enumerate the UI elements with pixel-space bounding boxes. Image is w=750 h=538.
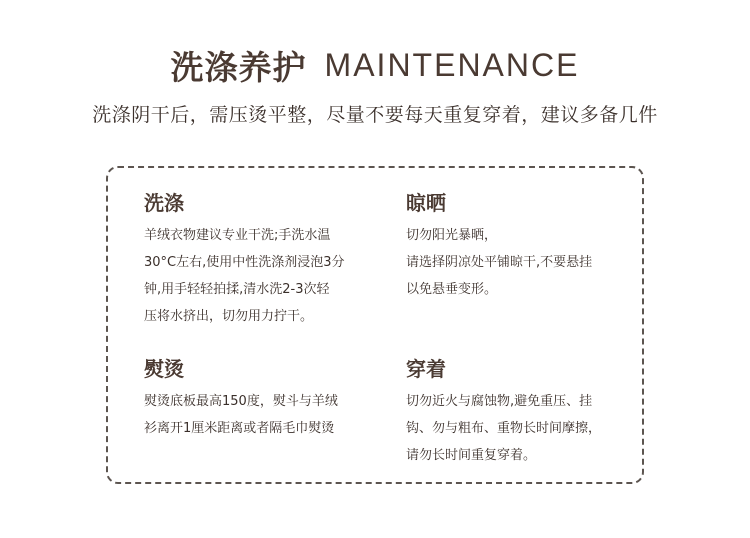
wear-line: 请勿长时间重复穿着。 (406, 448, 537, 463)
wear-section (406, 356, 636, 469)
wash-line: 羊绒衣物建议专业干洗;手洗水温 (144, 228, 331, 243)
dry-line: 请选择阴凉处平铺晾干,不要悬挂 (406, 255, 593, 270)
wear-line: 切勿近火与腐蚀物,避免重压、挂 (406, 394, 593, 409)
iron-line: 熨烫底板最高150度，熨斗与羊绒 (144, 394, 338, 409)
dry-title: 晾晒 (406, 191, 446, 215)
wash-section (144, 190, 379, 330)
dry-line: 切勿阳光暴晒， (406, 228, 498, 243)
iron-title: 熨烫 (144, 357, 184, 381)
care-instructions-card (106, 166, 644, 484)
iron-line: 衫离开1厘米距离或者隔毛巾熨烫 (144, 421, 335, 436)
page-subtitle: 洗涤阴干后，需压烫平整，尽量不要每天重复穿着，建议多备几件 (92, 104, 658, 126)
dry-section (406, 190, 636, 303)
wear-line: 钩、勿与粗布、重物长时间摩擦， (406, 421, 602, 436)
page-title (0, 42, 750, 89)
iron-section (144, 356, 379, 442)
wash-line: 钟,用手轻轻拍揉,清水洗2-3次轻 (144, 282, 330, 297)
wash-line: 30°C左右,使用中性洗涤剂浸泡3分 (144, 255, 345, 270)
title-english: MAINTENANCE (324, 47, 580, 83)
title-chinese: 洗涤养护 (170, 48, 307, 87)
wear-title: 穿着 (406, 357, 446, 381)
dry-line: 以免悬垂变形。 (406, 282, 498, 297)
wash-title: 洗涤 (144, 191, 184, 215)
wash-line: 压将水挤出，切勿用力拧干。 (144, 309, 314, 324)
